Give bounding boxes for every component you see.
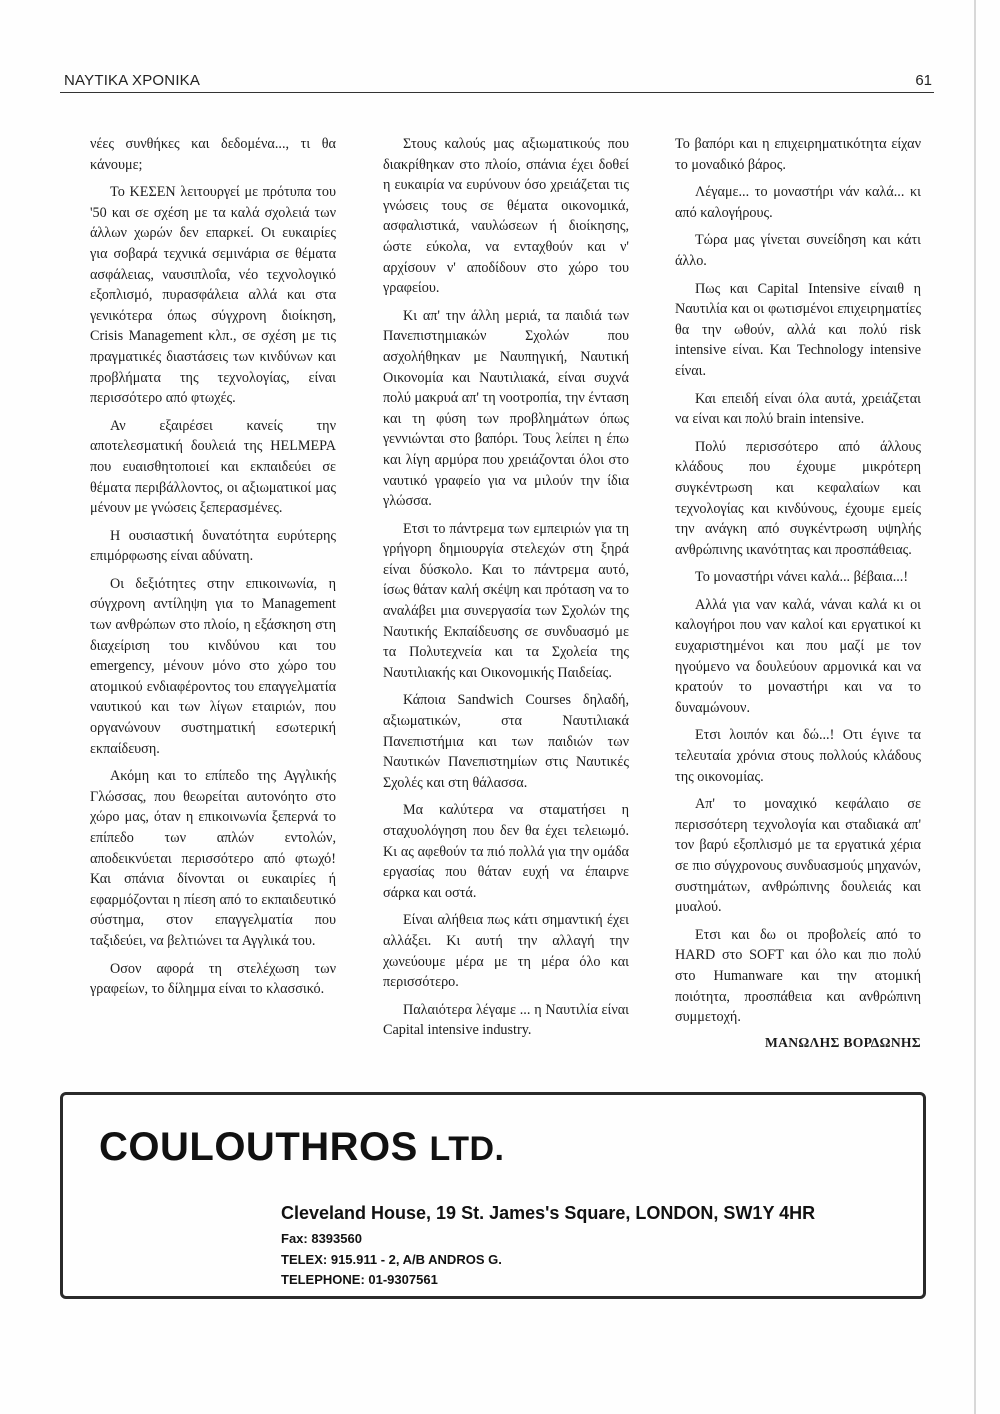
paragraph: Ετσι και δω οι προβολείς από το HARD στο SOFT και όλο και πιο πολύ στο Humanware και την ατομική ποιότητα, προσπάθεια και ανθρώπινη συμμετοχή. — [675, 926, 921, 1026]
paragraph: Κάποια Sandwich Courses δηλαδή, αξιωματικών, στα Ναυτιλιακά Πανεπιστήμια και των παιδιών των Ναυτικών Πανεπιστημίων στις Ναυτικές Σχολές και στη θάλασσα. — [383, 692, 629, 791]
article-column-3 — [675, 134, 921, 1053]
fax-line: Fax: 8393560 — [281, 1231, 362, 1246]
advertisement-box — [60, 1092, 926, 1299]
telephone-line: TELEPHONE: 01-9307561 — [281, 1272, 438, 1287]
page-number: 61 — [915, 72, 932, 89]
article-column-2 — [383, 134, 629, 1048]
paragraph: Πολύ περισσότερο από άλλους κλάδους που έχουμε μικρότερη συγκέντρωση και κεφαλαίων και τεχνολογίας και κινδύνους, έχουμε εμείς την ανάγκη από συγκέντρωση υψηλής ανθρώπινης ικανότητας και προσπάθειας. — [675, 438, 921, 558]
paragraph: Πως και Capital Intensive είναιθ η Ναυτιλία και οι φωτισμένοι επιχειρηματίες θα την ωθούν, αλλά και πολύ risk intensive είναι. Και Technology intensive είναι. — [675, 280, 921, 379]
paragraph: Ακόμη και το επίπεδο της Αγγλικής Γλώσσας, που θεωρείται αυτονόητο στο χώρο μας, όταν η επικοινωνία ξεπερνά το επίπεδο των απλών εντολών, αποδεικνύεται περισσότερο από φτωχό! Και σπάνια δίνονται οι ευκαιρίες ή εφαρμόζονται η πίεση από το εκπαιδευτικό σύστημα, στον επαγγελματία που ταξιδεύει, να βελτιώνει τα Αγγλικά του. — [90, 768, 336, 949]
paragraph: Το βαπόρι και η επιχειρηματικότητα είχαν το μοναδικό βάρος. — [675, 136, 921, 173]
paragraph: Και επειδή είναι όλα αυτά, χρειάζεται να είναι και πολύ brain intensive. — [675, 390, 921, 428]
paragraph: Απ' το μοναχικό κεφάλαιο σε περισσότερη τεχνολογία και σταδιακά απ' τον βαρύ εξοπλισμό με τα εργατικά χέρια σε πιο σύγχρονους συνδυασμούς μηχανών, συστημάτων, ανθρώπινης δουλειάς και μυαλού. — [675, 796, 921, 916]
company-address: Cleveland House, 19 St. James's Square, LONDON, SW1Y 4HR — [281, 1203, 816, 1223]
paragraph: νέες συνθήκες και δεδομένα..., τι θα κάνουμε; — [90, 136, 336, 173]
header-rule — [60, 92, 934, 93]
paragraph: Η ουσιαστική δυνατότητα ευρύτερης επιμόρφωσης είναι αδύνατη. — [90, 527, 336, 565]
paragraph: Τώρα μας γίνεται συνείδηση και κάτι άλλο. — [675, 232, 921, 269]
company-name — [99, 1125, 504, 1170]
paragraph: Είναι αλήθεια πως κάτι σημαντική έχει αλλάξει. Κι αυτή την αλλαγή την χωνεύουμε μέρα με τη μέρα όλο και περισσότερο. — [383, 912, 629, 991]
paragraph: Κι απ' την άλλη μεριά, τα παιδιά των Πανεπιστημιακών Σχολών που ασχολήθηκαν με Ναυπηγική, Ναυτική Οικονομία και Ναυτιλιακά, είναι συχνά πολύ μακρυά απ' τη νοοτροπία, την ένταση και τη φύση των προβλημάτων όπως γεννιώνται στο βαπόρι. Τους λείπει η έπω και λίγη αρμύρα που χρειάζονται όλοι στο ναυτικό γραφείο για να μιλούν την ίδια γλώσσα. — [383, 307, 629, 510]
paragraph: Μα καλύτερα να σταματήσει η σταχυολόγηση που δεν θα έχει τελειωμό. Κι ας αφεθούν τα πιό πολλά για την ομάδα εργασίας που θάταν ευχή να έπαιρνε σάρκα και οστά. — [383, 802, 629, 901]
paragraph: Λέγαμε... το μοναστήρι νάν καλά... κι από καλογήρους. — [675, 184, 921, 221]
running-header — [60, 70, 934, 92]
paragraph: Στους καλούς μας αξιωματικούς που διακρίθηκαν στο πλοίο, σπάνια έχει δοθεί η ευκαιρία να ευρύνουν όσο χρειάζεται τις γνώσεις τους σε θέματα οικονομικά, ασφαλιστικά, ναυλώσεων ή διοίκησης, ώστε εύκολα, να ενταχθούν και ν' αρχίσουν ν' αποδίδουν στο χώρο του γραφείου. — [383, 136, 629, 297]
page-edge-shadow — [974, 0, 976, 1414]
paragraph: Ετσι το πάντρεμα των εμπειριών για τη γρήγορη δημιουργία στελεχών στη ξηρά είναι δύσκολο. Και το πάντρεμα αυτό, ίσως θάταν καλή σκέψη και πρόταση να το αναλάβει μια συνεργασία των Σχολών της Ναυτικής Εκπαίδευσης σε συνδυασμό με τα Πολυτεχνεία και τα Σχολεία της Ναυτιλιακής και Οικονομικής Παιδείας. — [383, 520, 629, 681]
company-name-main: COULOUTHROS — [99, 1125, 418, 1169]
telex-line: TELEX: 915.911 - 2, A/B ANDROS G. — [281, 1252, 502, 1267]
paragraph: Οσον αφορά τη στελέχωση των γραφείων, το δίλημμα είναι το κλασσικό. — [90, 960, 336, 998]
paragraph: Αν εξαιρέσει κανείς την αποτελεσματική δουλειά της HELMEPA που ευαισθητοποιεί και εκπαιδεύει σε θέματα περιβάλλοντος, οι αξιωματικοί μας μένουν με γνώσεις ξεπερασμένες. — [90, 417, 336, 517]
paragraph: Το ΚΕΣΕΝ λειτουργεί με πρότυπα του '50 και σε σχέση με τα καλά σχολειά των άλλων χωρών δεν επαρκεί. Οι ευκαιρίες για σοβαρά τεχνικά σεμινάρια σε θέματα ασφάλειας, ναυσιπλοΐα, νέο τεχνολογικό εξοπλισμό, πυρασφάλεια αλλά και στα γενικότερα όπως σύγχρονη διοίκηση, Crisis Management κλπ., σε σχέση με τις πραγματικές διαστάσεις των κινδύνων και προβλήματα της τεχνολογίας, είναι περισσότερο από φτωχές. — [90, 184, 336, 407]
paragraph: Ετσι λοιπόν και δώ...! Οτι έγινε τα τελευταία χρόνια στους πολλούς κλάδους της οικονομίας. — [675, 727, 921, 785]
paragraph: Το μοναστήρι νάνει καλά... βέβαια...! — [695, 569, 909, 586]
paragraph: Παλαιότερα λέγαμε ... η Ναυτιλία είναι Capital intensive industry. — [383, 1001, 629, 1039]
company-name-suffix: LTD. — [429, 1130, 505, 1168]
article-column-1 — [90, 134, 336, 1007]
paragraph: Αλλά για ναν καλά, νάναι καλά κι οι καλογήροι που ναν καλοί και εργατικοί κι ευχαριστημένοι και που μαζί με τον ηγούμενο να δουλεύουν αρμονικά και να κρατούν το μοναστήρι και να το δυναμώνουν. — [675, 596, 921, 716]
publication-title: ΝΑΥΤΙΚΑ ΧΡΟΝΙΚΑ — [64, 72, 201, 89]
paragraph: Οι δεξιότητες στην επικοινωνία, η σύγχρονη αντίληψη για το Management των ανθρώπων στο πλοίο, η εξάσκηση στη διαχείριση του κινδύνου και του emergency, μένουν μόνο στο χώρο του ατομικού ενδιαφέροντος του επαγγελματία ναυτικού και των λίγων εταιριών, που οργανώνουν συστηματική εσωτερική εκπαίδευση. — [90, 575, 336, 757]
author-signature: ΜΑΝΩΛΗΣ ΒΟΡΔΩΝΗΣ — [765, 1034, 921, 1050]
